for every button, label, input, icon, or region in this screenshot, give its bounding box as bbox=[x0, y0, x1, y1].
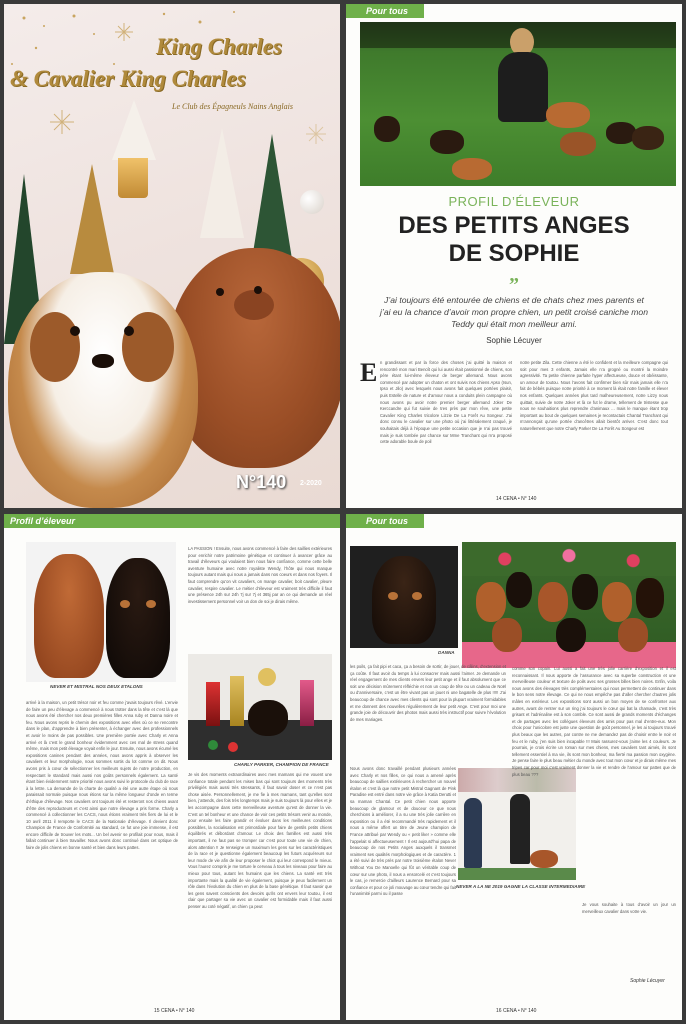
drop-cap: E bbox=[360, 358, 378, 387]
section-tag: Pour tous bbox=[346, 4, 424, 18]
cover-title-line1: King Charles bbox=[156, 34, 282, 59]
danna-photo bbox=[350, 546, 458, 648]
blenheim-cavalier-dog bbox=[8, 272, 198, 508]
headline-line1: DES PETITS ANGES bbox=[398, 212, 630, 239]
headline-line2: DE SOPHIE bbox=[448, 240, 580, 267]
article-column-1b: Nous avons donc travaillé pendant plusieurs années avec Charly et nos filles, ce qui nous a amené après beaucoup de saillies extérieures à rechercher un nouvel étalon et c’est là que notre petit Mistral Gagnant de Pink Paradise est entré dans notre vie grâce à Katia Derutti et sa maman Chantal. Ce petit chien nous apporte beaucoup de glamour et de douceur ce que nous cherchions à améliorer, il a su une très jolie carrière en exposition ou il a été recommandé très rapidement et il nous a même offert un titre de Jeune champion de France attribué par Wendy ou « petit liker » comme elle l’appelait si affectueusement ! Il est aujourd’hui papa de beaucoup de nos Petits Anges auxquels il transmet vraiment ses qualités morphologiques et de caractère. 1 a été suivi de très près par notre troisième étalon Never Without You De Manoelle qui fût un véritable coup de cœur sur une photo, il nous a ensorcelé et c’est toujours le cas, je remercie d’ailleurs Laurence Bernard pour sa confiance et pour ce joli mouvage au cœur tendre qui fait l’unanimité parmi ou il passe bbox=[350, 766, 456, 897]
caption-trophies: CHARLY PARKER, CHAMPION DE FRANCE bbox=[234, 762, 329, 767]
article-column-left: arrivé à la maison, un petit trésor noir et feu comme j’avais toujours rêvé. L’envie de faire un peu d’élevage a commencé à nous trotter dans la tête et c’est là que nous avons été chercher nos deux premières filles Anna ruby et Danna noire et feu. Nous avons repris le chemin des expositions avec elles où ce se rencontre dans le plan, d’apprendre à bien présenter, à échanger avec des professionnels et avoir le moins de pas possibles. Une première portée avec Charly et Anna arrivé et là c’est le grand bonheur évidemment avec ces mal de stress quand même, mais mon petit élevage voyait enfin le jour. Ensuite, nous avons écumé les expositions canines pendant des années, nous avons appris à observer les cavaliers et leur morphologie, nous sommes sortis du lot comme on dit. Nous avons pris à cœur de sélectionner les meilleurs sujets de notre production, en respectant le standard mais aussi nos goûts personnels également. La santé étant bien évidemment notre priorité nous avons suivi le protocole du club de race à la lettre. La demande de la charte de qualité a été une autre étape où nous paraissait normale puisque nous étions sur la même longueur d’onde en terme d’éthique d’élevage. Nos cavaliers ont toujours été et resteront nos chiens avant d’être des reproducteurs et c’est ainsi que notre élevage a pris forme. Charly a commencé à collectionner les CACS, nous étions vraiment très fiers de lui et le 10 avril 2011 il remporte le CACS de la Nationale d’élevage. Il devient donc Champion de France de Conformité au standard, ce fut une joie immense, il est encore difficile de trouver les mots... Un bel avenir se profilait pour nous, mais il fallait continuer à bien travailler. Nous avons donc continué dans cet optique de faire de jolis chiens en bonne santé et bien dans leurs pattes. bbox=[26, 700, 178, 851]
quote-mark: ” bbox=[509, 274, 519, 296]
gold-cone bbox=[70, 164, 114, 274]
page-footer: 15 CENA • N° 140 bbox=[154, 1008, 195, 1014]
cover-title-line2: & Cavalier King Charles bbox=[10, 66, 246, 91]
page-14 bbox=[346, 4, 682, 508]
article-column-2b: Je vous souhaite à tous d’avoir un jour un merveilleux cavalier dans votre vie. bbox=[582, 902, 676, 914]
quote-author: Sophie Lécuyer bbox=[486, 336, 542, 345]
article-column-right-bottom: Je vis des moments extraordinaires avec mes mamans qui me vouent une confiance totale pendant les mises bas qui sont toujours des moments très privilégiés mais aussi très stressants, il faut savoir doser et ce n’est pas chose aisée. Personnellement, je me fie à mes mamans, tant qu’elles sont bien, j’attends, des fois très longtemps mais je suis toujours là pour elles et je les accompagne dans cette merveilleuse aventure qu’est de donner la vie. C’est un tel bonheur et une chance de voir ces petits trésors venir au monde, pour ensuite les faire grandir et évoluer dans les meilleures conditions possibles, la socialisation est primordiale pour faire de gentils petits chiens équilibrés et débordant d’amour. Le choix des familles est aussi très important, il ne faut pas se tromper car c’est pour toute une vie de chien, alors attention !! Je renseigne un maximum les gens sur les caractéristiques de la race et je questionne également beaucoup les futurs acquéreurs sur leur mode de vie afin de leur proposer le chiot qui leur correspond le mieux. Vous l’aurez compris je me torture le cerveau à tous les niveaux pour faire au mieux pour tous, autant les humains que les chiens. La santé est très importante mais la qualité de vie également, puisque je peux facilement un rôle dans l’évolution du chien en plus de la base génétique. Il faut savoir que les gens savent conscients des devoirs qu’ils ont envers leur toutou, il est clair que partager sa vie avec un cavalier est formidable mais il faut aussi penser au coté négatif, un chien ça peut bbox=[188, 772, 332, 909]
caption-never: NEVER A LA NE 2019 GAGNE LA CLASSE INTERMEDIAIRE bbox=[456, 884, 586, 889]
kicker: PROFIL D’ÉLEVEUR bbox=[448, 194, 580, 209]
issue-number: N°140 bbox=[236, 472, 287, 492]
white-lamp-cone bbox=[112, 100, 156, 160]
page-footer: 14 CENA • N° 140 bbox=[496, 496, 537, 502]
page-15 bbox=[4, 514, 340, 1020]
article-column-1a: les poils, ça fait pipi et caca, ça a besoin de sortir, de jouer, de câlins, d’extension et ça coûte. Il faut avoir du temps à lui consacrer mais aussi l’aimer. Je demande un réel engagement de mes clients envers leur petit ange et il faut absolument que ce soit une décision mûrement réfléchie et non un coup de tête ou un cadeau de Noël ou d’anniversaire, c’est un être vivant pas un jouet ni une bagatelle de plus !!!!! J’ai beaucoup de chance avec mes clients qui sont pour la plupart vraiment formidables et me donnent des nouvelles régulièrement de leur petit Ange. C’est pour moi une grande joie de découvrir des photos mais aussi très instructif pour suivre l’évolution de mes mariages. bbox=[350, 664, 506, 722]
issue-date: 2-2020 bbox=[300, 480, 322, 487]
white-cone bbox=[200, 128, 244, 238]
page-footer: 16 CENA • N° 140 bbox=[496, 1008, 537, 1014]
trophies-photo bbox=[188, 654, 332, 760]
article-column-1: n grandissant et par la force des choses j’ai quitté la maison et rencontré mon mari Benoît qui lui aussi était passionné de chiens, son père étant lui-même éleveur de berger allemand. Nous avons commencé par adopter un chaton et ont suivis nos chiens Apso (Isun, Ipso et Jilo) avec lesquels nous avons fait quelques portées plaisir, puis Estelle de nature et d’amour nous a conduits plein campagne où nous avons pu avoir notre premier berger allemand Joker De Kerccandre qui fut suivie de tres près par mon rêve, une petite Cavalier King Charles tricolore Lizzie De La Forêt Au Songeur. J’ai donc connu le cavalier sur une photo où j’ai littéralement craqué, je souhaitais déjà à l’époque une petite occasion que je n’ai pas trouvé mais je suis tombée par chance sur Mme Tranchant qui m’a proposé cette adorable boule de poil bbox=[380, 360, 512, 445]
two-stallions-photo bbox=[26, 542, 176, 682]
article-column-2: notre petite Zila. Cette chienne a été le confident et la meilleure compagne qui soit pour mes 3 enfants, Jamais elle n’a grogné ou montré la moindre agressivité. Ta petite chienne parfaite hyper affectueuse, douce et obéissante, un amour de toutou. Nous l’avons fait confirmer bien sûr mais jamais elle n’a fait de bébés puisque notre priorité à ce moment là était notre famille et élever nos enfants. Quelques années plus tard malheureusement, notre Lizzy nous quittait, suivie de notre Joker et là ce fut le drame, tellement de tristesse que nous ne souhaitions plus reprendre d’animaux ... mais le manque étant trop important au bout de quelques semaines je recontactais Chantal Tranchant qui m’annonçait qu’une portée d’ancêtres allait bientôt arriver. C’est donc tout naturellement que notre Charly Parker De La Forêt Au Songeur est bbox=[520, 360, 668, 431]
caption-danna: DANNA bbox=[438, 650, 455, 655]
magazine-cover bbox=[4, 4, 340, 508]
cavaliers-group-photo bbox=[462, 542, 676, 668]
cover-subtitle: Le Club des Épagneuls Nains Anglais bbox=[172, 102, 293, 111]
section-tag: Pour tous bbox=[346, 514, 424, 528]
article-column-right-top: LA PASSION ! Ensuite, nous avons commencé à faire des saillies extérieures pour enrichir notre patrimoine génétique et continuer à avancer grâce au travail d’éleveurs qui voulaient bien nous faire confiance, comme cette belle aventure humaine avec notre royaliste Wendy, l’hôte qui nous manque toujours autant mais qui nous a jamais dans nos coeurs et dans nos foyers. Il faut comprendre qu’on vit cavaliers, on mange cavalier, boit cavalier, pleure cavalier, respire cavalier. Le métier d’éleveur est vraiment très difficile il faut une présence 24h sur 24h 7j sur 7j et 365j par an ce qui demande un réel investissement personnel voir un don de soi je dirais même. bbox=[188, 546, 332, 604]
gold-lantern bbox=[118, 158, 148, 198]
caption-two-stallions: NEVER ET MISTRAL NOS DEUX ETALONS bbox=[50, 684, 143, 689]
pull-quote: J’ai toujours été entourée de chiens et de chats chez mes parents et j’ai eu la chance d’avoir mon propre chien, un petit croisé caniche mon Teddy qui était mon meilleur ami. bbox=[380, 295, 648, 329]
section-tag: Profil d’éleveur bbox=[4, 514, 340, 528]
breeder-with-puppies-photo bbox=[360, 22, 676, 186]
signature: Sophie Lécuyer bbox=[630, 978, 665, 984]
white-ornament bbox=[300, 190, 324, 214]
article-column-2: comme son copain. Lui aussi a fait une très jolie carrière d’exposition et il est reconnaissant. Il nous apporte de l’assurance avec sa superbe construction et une merveilleuse couleur et texture de poils avec ses grosses billes bien noires. Enfin, voila nous avons des élevages très complémentaires qui nous permettent de continuer dans le bon sens notre élevage. Ce qui ne nous empêche pas d’aller chercher d’autres jolis mâles en extérieur. Les expositions sont aussi un bon moyen de se confronter aux autres, avant de rentrer sur un ring j’ai toujours le cœur qui bat la chamade, c’est très grisant et l’adrénaline est à son comble. Ce sont aussi de grands moments d’échanges et de partages avec les collègues éleveurs des amis pour pas mal d’entre-eux. Mon choix pour l’unicolore est juste une question de goût personnel, je les ai toujours trouvé plus beaux que les autres, par contre ne me demandez pas de choisir entre le noir et feu et le ruby, j’en suis bien incapable !!! Mais rassurez-vous j’aime les 4 couleurs. Je pourrais, je crois écrire un roman sur mes chiens, mes cavaliers tant aimés, ils sont tellement essentiel à ma vie, ils sont mon bonheur, ma fierté ma passion mon oxygène. Je pense faire le plus beau métier du monde avec tout mon cœur et je dirais même mes tripes car pour moi c’est vraiment donner la vie et rendre de l’amour sur pattes que de plus beau ??? bbox=[512, 666, 676, 777]
page-16 bbox=[346, 514, 682, 1020]
